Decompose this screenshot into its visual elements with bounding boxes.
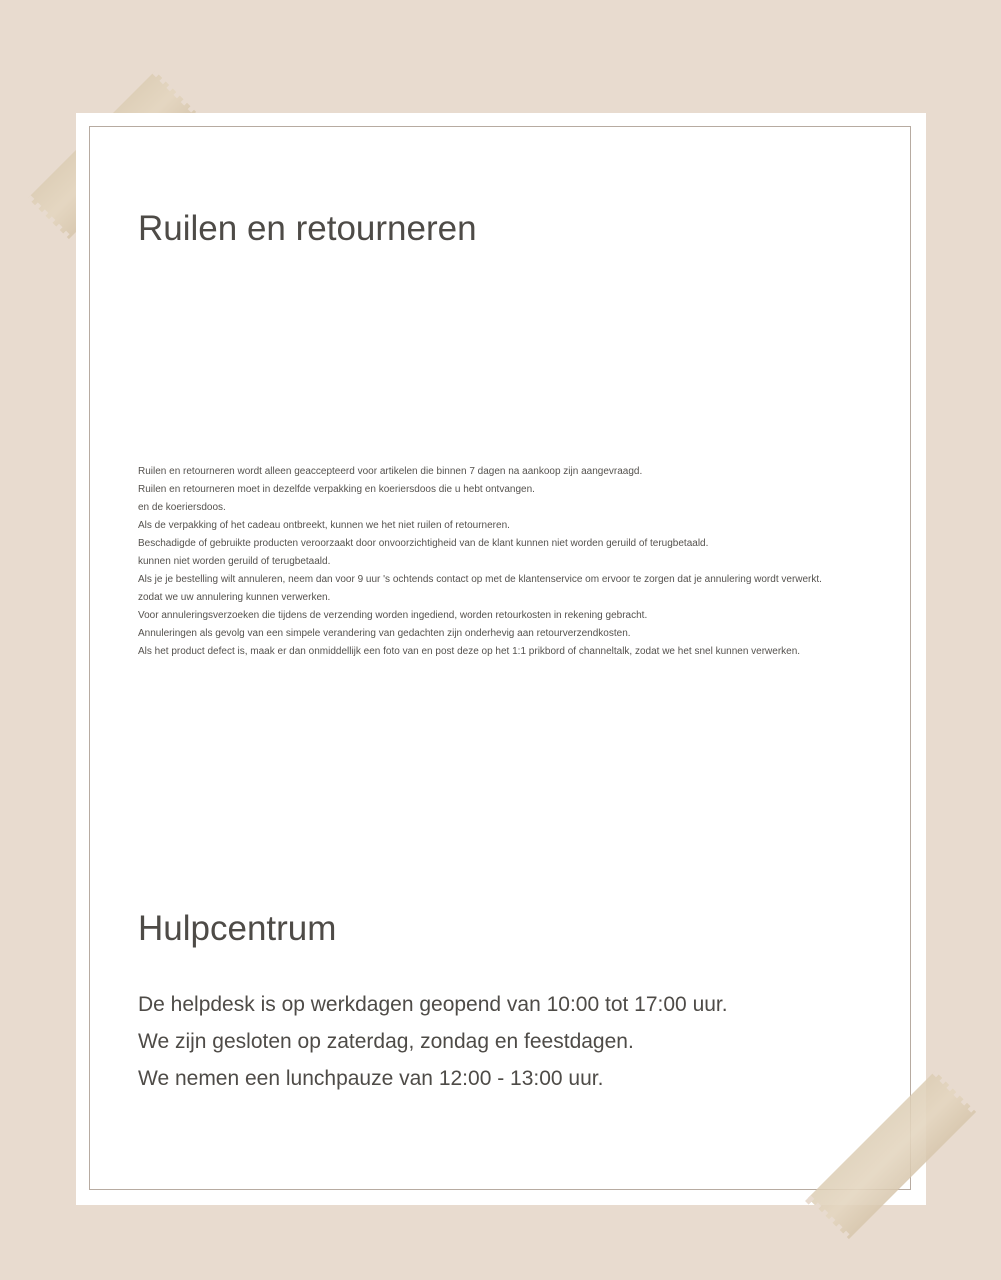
returns-policy-line: Ruilen en retourneren moet in dezelfde verpakking en koeriersdoos die u hebt ontvangen.: [138, 484, 535, 495]
help-center-line: De helpdesk is op werkdagen geopend van 10:00 tot 17:00 uur.: [138, 993, 728, 1016]
returns-policy-line: Ruilen en retourneren wordt alleen geaccepteerd voor artikelen die binnen 7 dagen na aankoop zijn aangevraagd.: [138, 466, 643, 477]
returns-policy-line: Als je je bestelling wilt annuleren, neem dan voor 9 uur 's ochtends contact op met de klantenservice om ervoor te zorgen dat je annulering wordt verwerkt.: [138, 574, 822, 585]
returns-policy-line: Als het product defect is, maak er dan onmiddellijk een foto van en post deze op het 1:1 prikbord of channeltalk, zodat we het snel kunnen verwerken.: [138, 646, 801, 657]
returns-policy-line: kunnen niet worden geruild of terugbetaald.: [138, 556, 331, 567]
returns-heading: Ruilen en retourneren: [138, 209, 477, 248]
returns-policy-line: zodat we uw annulering kunnen verwerken.: [138, 592, 331, 603]
help-center-info-list: [138, 986, 728, 1097]
help-center-line: We zijn gesloten op zaterdag, zondag en feestdagen.: [138, 1030, 634, 1053]
returns-policy-line: en de koeriersdoos.: [138, 502, 226, 513]
returns-policy-line: Annuleringen als gevolg van een simpele verandering van gedachten zijn onderhevig aan retourverzendkosten.: [138, 628, 631, 639]
help-center-line: We nemen een lunchpauze van 12:00 - 13:00 uur.: [138, 1067, 604, 1090]
returns-policy-line: Als de verpakking of het cadeau ontbreekt, kunnen we het niet ruilen of retourneren.: [138, 520, 510, 531]
returns-policy-line: Beschadigde of gebruikte producten veroorzaakt door onvoorzichtigheid van de klant kunnen niet worden geruild of terugbetaald.: [138, 538, 709, 549]
help-center-heading: Hulpcentrum: [138, 909, 337, 948]
returns-policy-line: Voor annuleringsverzoeken die tijdens de verzending worden ingediend, worden retourkosten in rekening gebracht.: [138, 610, 648, 621]
returns-policy-list: [138, 463, 822, 661]
